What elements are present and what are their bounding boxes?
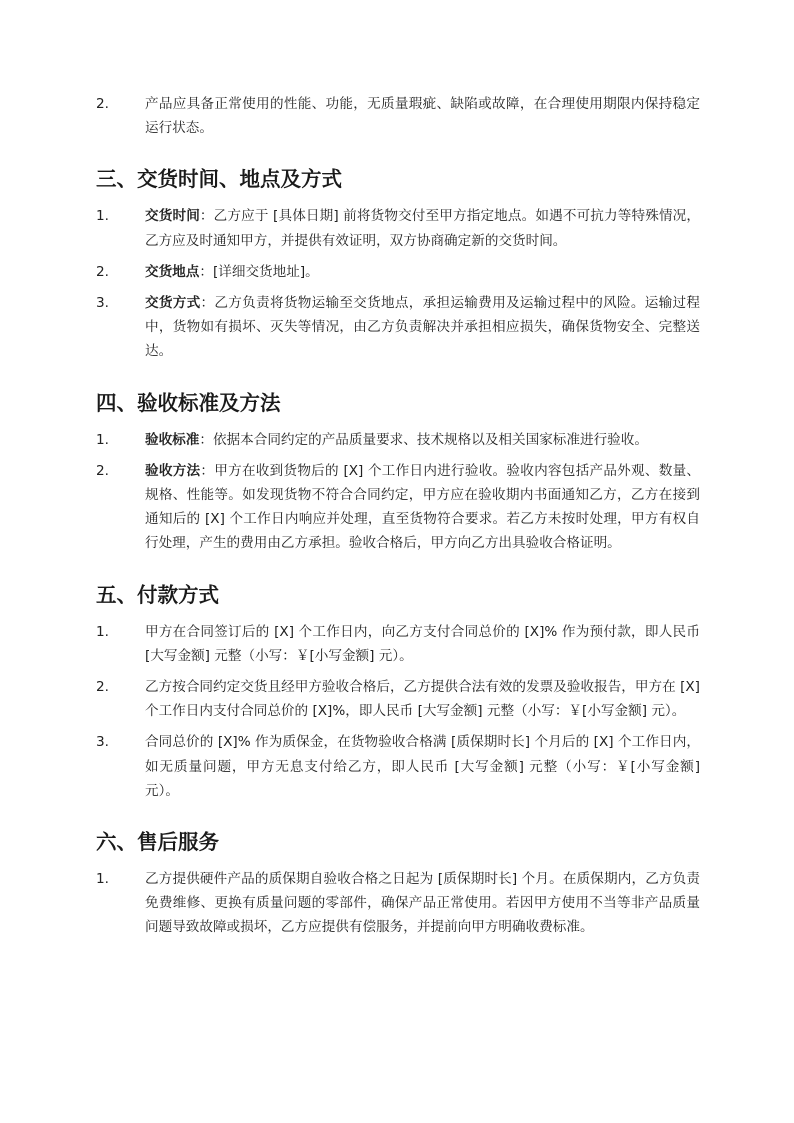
- list-item: [96, 291, 700, 364]
- list-colon: ：: [199, 263, 213, 280]
- list-item: [96, 459, 700, 556]
- section-heading-acceptance: 四、验收标准及方法: [96, 390, 281, 415]
- list-text: 甲方在合同签订后的 [X] 个工作日内，向乙方支付合同总价的 [X]% 作为预付款，即人民币 [大写金额] 元整（小写：￥[小写金额] 元）。: [145, 623, 700, 664]
- list-number: 2.: [96, 679, 109, 696]
- list-term: 验收方法: [145, 462, 201, 479]
- list-term: 交货地点: [145, 263, 200, 280]
- list-text: 乙方提供硬件产品的质保期自验收合格之日起为 [质保期时长] 个月。在质保期内，乙方负责免费维修、更换有质量问题的零部件，确保产品正常使用。若因甲方使用不当等非产品质量问题导致故障或损坏，乙方应提供有偿服务，并提前向甲方明确收费标准。: [145, 871, 700, 936]
- list-colon: ：: [200, 295, 215, 312]
- list-item: [96, 204, 700, 252]
- list-text: 乙方负责将货物运输至交货地点，承担运输费用及运输过程中的风险。运输过程中，货物如有损坏、灭失等情况，由乙方负责解决并承担相应损失，确保货物安全、完整送达。: [145, 295, 701, 360]
- list-text: 产品应具备正常使用的性能、功能，无质量瑕疵、缺陷或故障，在合理使用期限内保持稳定运行状态。: [145, 96, 700, 137]
- list-item: [96, 260, 700, 284]
- list-number: 2.: [96, 96, 109, 112]
- list-colon: ：: [199, 431, 213, 448]
- list-item: [96, 867, 700, 940]
- list-text: [详细交货地址]。: [212, 263, 319, 280]
- list-colon: ：: [200, 462, 215, 479]
- list-item: [96, 675, 700, 723]
- list-item: [96, 428, 700, 452]
- list-number: 1.: [96, 208, 109, 225]
- list-text: 乙方按合同约定交货且经甲方验收合格后，乙方提供合法有效的发票及验收报告，甲方在 [X] 个工作日内支付合同总价的 [X]%，即人民币 [大写金额] 元整（小写：￥[小写金额] 元）。: [145, 679, 700, 720]
- list-item: [96, 92, 700, 140]
- section-heading-delivery: 三、交货时间、地点及方式: [96, 167, 342, 192]
- list-number: 3.: [96, 295, 109, 312]
- list-number: 1.: [96, 871, 109, 888]
- section-heading-payment: 五、付款方式: [96, 582, 219, 607]
- list-number: 2.: [96, 263, 109, 280]
- list-term: 交货方式: [145, 295, 201, 312]
- list-text: 乙方应于 [具体日期] 前将货物交付至甲方指定地点。如遇不可抗力等特殊情况，乙方应及时通知甲方，并提供有效证明，双方协商确定新的交货时间。: [145, 208, 701, 249]
- list-term: 验收标准: [145, 431, 200, 448]
- list-item: [96, 620, 700, 668]
- list-term: 交货时间: [145, 208, 200, 225]
- list-number: 3.: [96, 734, 109, 751]
- list-number: 1.: [96, 623, 109, 640]
- list-text: 依据本合同约定的产品质量要求、技术规格以及相关国家标准进行验收。: [212, 431, 648, 448]
- list-item: [96, 730, 700, 803]
- list-number: 1.: [96, 431, 109, 448]
- list-number: 2.: [96, 462, 109, 479]
- section-heading-after-sales: 六、售后服务: [96, 830, 219, 855]
- list-text: 合同总价的 [X]% 作为质保金，在货物验收合格满 [质保期时长] 个月后的 [X] 个工作日内，如无质量问题，甲方无息支付给乙方，即人民币 [大写金额] 元整（小写：￥[小写金额] 元）。: [145, 734, 700, 799]
- list-colon: ：: [199, 208, 214, 225]
- document-content: [96, 92, 700, 947]
- list-text: 甲方在收到货物后的 [X] 个工作日内进行验收。验收内容包括产品外观、数量、规格、性能等。如发现货物不符合合同约定，甲方应在验收期内书面通知乙方，乙方在接到通知后的 [X] 个工作日内响应并处理，直至货物符合要求。若乙方未按时处理，甲方有权自行处理，产生的费用由乙方承担。验收合格后，甲方向乙方出具验收合格证明。: [145, 462, 701, 552]
